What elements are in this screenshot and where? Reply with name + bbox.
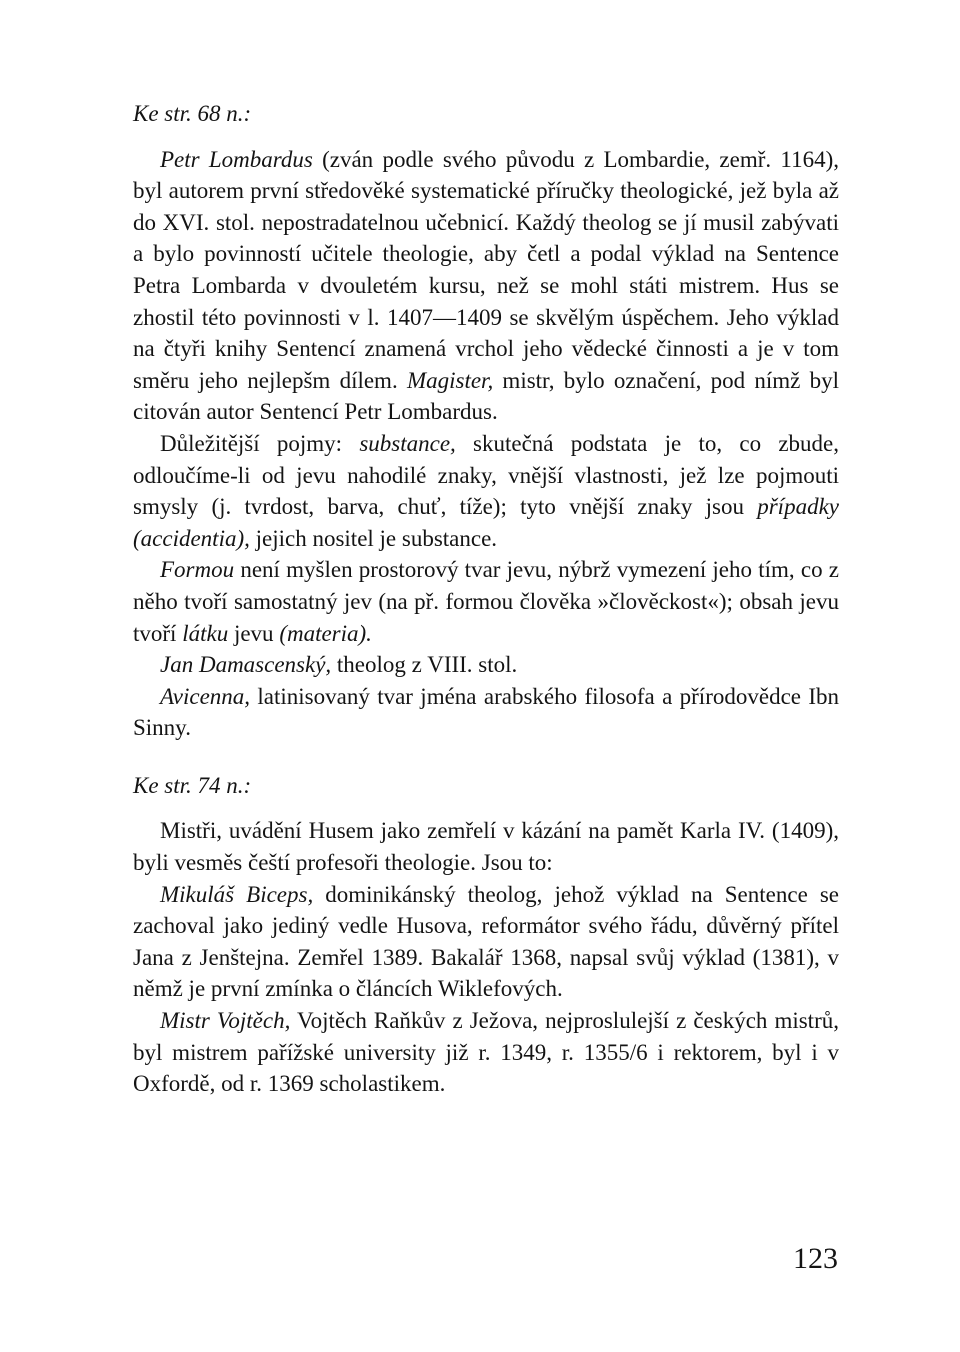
entry-text: Vojtěch Raňkův z Ježova, nejproslulejší z českých mistrů, byl mistrem pařížské university již r. 1349, r. 1355/6 i rektorem, byl i v Oxfordě, od r. 1369 scholastikem. <box>133 1008 839 1097</box>
term: Mistr Vojtěch, <box>160 1008 291 1034</box>
entry-mistri <box>133 815 839 878</box>
entry-forma <box>133 554 839 649</box>
entry-text: latinisovaný tvar jména arabského filosofa a přírodovědce Ibn Sinny. <box>133 683 839 741</box>
entry-text: jejich nositel je substance. <box>249 525 498 551</box>
entry-text: theolog z VIII. stol. <box>331 652 518 678</box>
term: substance, <box>359 430 456 456</box>
section-heading: Ke str. 74 n.: <box>133 772 252 798</box>
entry-mikulas-biceps <box>133 879 839 1005</box>
entry-petr-lombardus <box>133 144 839 428</box>
entry-mistr-vojtech <box>133 1005 839 1100</box>
entry-jan-damascensky <box>133 649 839 681</box>
term: Jan Damascenský, <box>160 652 332 678</box>
term: Magister, <box>406 367 494 393</box>
entry-text: Důležitější pojmy: <box>160 430 360 456</box>
entry-text: skutečná podstata je to, co zbude, odloučíme-li od jevu nahodilé znaky, vnější vlastnosti, jež lze pojmouti smysly (j. tvrdost, barva, chuť, tíže); tyto vnější znaky jsou <box>133 430 839 520</box>
entry-text: dominikánský theolog, jehož výklad na Sentence se zachoval jako jediný vedle Husova, reformátor svého řádu, důvěrný přítel Jana z Jenštejna. Zemřel 1389. Bakalář 1368, napsal svůj výklad (1381), v němž je první zmínka o článcích Wiklefových. <box>133 881 839 1002</box>
entry-substance <box>133 428 839 554</box>
page-number: 123 <box>793 1242 838 1275</box>
entry-text: Mistři, uvádění Husem jako zemřelí v kázání na pamět Karla IV. (1409), byli vesměs čeští profesoři theologie. Jsou to: <box>133 818 839 876</box>
text-block <box>133 98 839 1100</box>
term: (materia). <box>279 620 372 646</box>
entry-avicenna <box>133 681 839 744</box>
entry-text: jevu <box>228 620 280 646</box>
term: Formou <box>160 557 235 583</box>
term: případky (accidentia), <box>133 494 839 551</box>
entry-text: (zván podle svého původu z Lombardie, zemř. 1164), byl autorem první středověké systematické příručky theologické, jež byla až do XVI. stol. nepostradatelnou učebnicí. Každý theolog se jí musil zabývati a bylo povinností učitele theologie, aby četl a podal výklad na Sentence Petra Lombarda v dvouletém kursu, než se mohl státi mistrem. Hus se zhostil této povinnosti v l. 1407—1409 se skvělým úspěchem. Jeho výklad na čtyři knihy Sentencí znamená vrchol jeho vědecké činnosti a je v tom směru jeho nejlepšm dílem. <box>133 146 839 393</box>
term: látku <box>182 620 229 646</box>
entry-text: není myšlen prostorový tvar jevu, nýbrž vymezení jeho tím, co z něho tvoří samostatný jev (na př. formou člověka »člověckost«); obsah jevu tvoří <box>133 557 839 646</box>
term: Avicenna, <box>160 683 251 709</box>
section-heading: Ke str. 68 n.: <box>133 101 252 126</box>
entry-text: mistr, bylo označení, pod nímž byl citován autor Sentencí Petr Lombardus. <box>133 367 839 425</box>
term: Petr Lombardus <box>160 146 313 172</box>
term: Mikuláš Biceps, <box>160 881 314 907</box>
